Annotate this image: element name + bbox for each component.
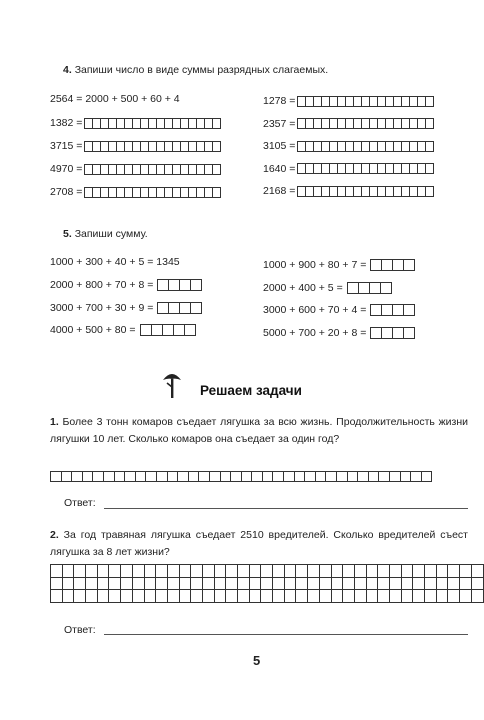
sum-row: [263, 282, 392, 294]
grid-cell[interactable]: [331, 565, 343, 578]
task4-example: 2564 = 2000 + 500 + 60 + 4: [50, 93, 180, 105]
task4-instruction: Запиши число в виде суммы разрядных слагаемых.: [74, 64, 329, 76]
problem2-solution-grid[interactable]: [50, 564, 484, 603]
grid-cell[interactable]: [389, 590, 401, 603]
answer-cells[interactable]: [297, 141, 434, 152]
grid-cell[interactable]: [226, 577, 238, 590]
grid-cell[interactable]: [389, 565, 401, 578]
grid-cell[interactable]: [144, 577, 156, 590]
grid-cell[interactable]: [144, 590, 156, 603]
tree-icon: [160, 370, 184, 400]
grid-cell[interactable]: [97, 577, 109, 590]
expansion-row: [50, 140, 221, 152]
grid-cell[interactable]: [202, 565, 214, 578]
grid-cell[interactable]: [97, 590, 109, 603]
grid-cell[interactable]: [238, 590, 250, 603]
grid-cell[interactable]: [156, 577, 168, 590]
grid-cell[interactable]: [167, 590, 179, 603]
grid-cell[interactable]: [401, 577, 413, 590]
grid-cell[interactable]: [191, 590, 203, 603]
grid-cell[interactable]: [471, 565, 483, 578]
grid-cell[interactable]: [51, 577, 63, 590]
answer-cell[interactable]: [403, 327, 415, 339]
grid-cell[interactable]: [401, 590, 413, 603]
grid-cell[interactable]: [179, 590, 191, 603]
grid-cell[interactable]: [238, 577, 250, 590]
grid-cell[interactable]: [191, 577, 203, 590]
answer-cells[interactable]: [297, 186, 434, 197]
grid-cell[interactable]: [261, 577, 273, 590]
sum-expression: 1000 + 900 + 80 + 7 =: [263, 259, 367, 271]
grid-cell[interactable]: [62, 577, 74, 590]
sum-row: [263, 327, 415, 339]
grid-cell[interactable]: [319, 577, 331, 590]
grid-cell[interactable]: [86, 590, 98, 603]
grid-cell[interactable]: [401, 565, 413, 578]
problem2-answer-line[interactable]: [104, 634, 468, 635]
expansion-row: [50, 117, 221, 129]
answer-cell[interactable]: [190, 302, 202, 314]
grid-cell[interactable]: [284, 577, 296, 590]
grid-cell[interactable]: [179, 577, 191, 590]
grid-cell[interactable]: [167, 565, 179, 578]
grid-cell[interactable]: [202, 577, 214, 590]
problem1-solution-strip[interactable]: [50, 471, 432, 482]
answer-cell[interactable]: [421, 471, 433, 482]
grid-cell[interactable]: [121, 565, 133, 578]
answer-cells[interactable]: [157, 302, 202, 314]
answer-cells[interactable]: [347, 282, 392, 294]
answer-cell[interactable]: [380, 282, 392, 294]
expansion-row: [263, 118, 434, 130]
problem2-body: За год травяная лягушка съедает 2510 вредителей. Сколько вредителей съест лягушка за 8 лет жизни?: [50, 529, 468, 558]
grid-cell[interactable]: [413, 577, 425, 590]
expansion-row: [263, 163, 434, 175]
grid-cell[interactable]: [460, 577, 472, 590]
task4-heading: [63, 64, 328, 77]
grid-cell[interactable]: [354, 565, 366, 578]
expansion-row: [263, 140, 434, 152]
grid-cell[interactable]: [144, 565, 156, 578]
expansion-number: 2708 =: [50, 186, 83, 198]
grid-cell[interactable]: [273, 590, 285, 603]
answer-cells[interactable]: [370, 304, 415, 316]
grid-cell[interactable]: [425, 590, 437, 603]
task5-example: 1000 + 300 + 40 + 5 = 1345: [50, 256, 180, 268]
grid-cell[interactable]: [51, 565, 63, 578]
grid-cell[interactable]: [460, 565, 472, 578]
section-title: Решаем задачи: [200, 383, 302, 398]
grid-cell[interactable]: [378, 590, 390, 603]
grid-cell[interactable]: [471, 590, 483, 603]
grid-cell[interactable]: [436, 577, 448, 590]
grid-cell[interactable]: [366, 590, 378, 603]
grid-cell[interactable]: [366, 577, 378, 590]
expansion-number: 2168 =: [263, 185, 296, 197]
grid-cell[interactable]: [156, 590, 168, 603]
problem1-text: [50, 414, 468, 448]
grid-cell[interactable]: [448, 577, 460, 590]
answer-cells[interactable]: [370, 259, 415, 271]
grid-cell[interactable]: [343, 590, 355, 603]
sum-expression: 2000 + 400 + 5 =: [263, 281, 343, 294]
answer-cell[interactable]: [425, 163, 434, 174]
grid-cell[interactable]: [86, 577, 98, 590]
grid-cell[interactable]: [343, 565, 355, 578]
grid-cell[interactable]: [62, 565, 74, 578]
page-number: 5: [253, 653, 261, 668]
grid-cell[interactable]: [74, 590, 86, 603]
expansion-number: 2357 =: [263, 117, 296, 130]
grid-cell[interactable]: [413, 590, 425, 603]
sum-row: [50, 302, 202, 314]
problem1-answer-label: Ответ:: [64, 497, 96, 509]
problem1-number: 1.: [50, 416, 59, 428]
answer-cell[interactable]: [212, 164, 221, 175]
grid-cell[interactable]: [62, 590, 74, 603]
grid-cell[interactable]: [273, 577, 285, 590]
answer-cell[interactable]: [425, 118, 434, 129]
answer-cell[interactable]: [184, 324, 196, 336]
grid-cell[interactable]: [319, 565, 331, 578]
sum-expression: 3000 + 700 + 30 + 9 =: [50, 301, 154, 314]
grid-cell[interactable]: [378, 577, 390, 590]
grid-cell[interactable]: [74, 577, 86, 590]
problem2-text: [50, 527, 468, 561]
expansion-row: [50, 163, 221, 175]
grid-cell[interactable]: [308, 565, 320, 578]
sum-expression: 3000 + 600 + 70 + 4 =: [263, 304, 367, 316]
answer-cell[interactable]: [212, 187, 221, 198]
grid-cell[interactable]: [389, 577, 401, 590]
sum-expression: 2000 + 800 + 70 + 8 =: [50, 279, 154, 291]
grid-cell[interactable]: [273, 565, 285, 578]
grid-cell[interactable]: [354, 590, 366, 603]
grid-cell[interactable]: [308, 577, 320, 590]
grid-cell[interactable]: [214, 590, 226, 603]
grid-cell[interactable]: [109, 590, 121, 603]
expansion-number: 3715 =: [50, 140, 83, 152]
grid-cell[interactable]: [354, 577, 366, 590]
expansion-number: 1382 =: [50, 117, 83, 129]
grid-cell[interactable]: [308, 590, 320, 603]
sum-row: [50, 279, 202, 291]
answer-cell[interactable]: [425, 186, 434, 197]
grid-cell[interactable]: [226, 590, 238, 603]
expansion-number: 4970 =: [50, 163, 83, 175]
grid-cell[interactable]: [179, 565, 191, 578]
grid-cell[interactable]: [296, 577, 308, 590]
grid-cell[interactable]: [413, 565, 425, 578]
grid-cell[interactable]: [331, 577, 343, 590]
grid-cell[interactable]: [121, 590, 133, 603]
grid-cell[interactable]: [460, 590, 472, 603]
grid-cell[interactable]: [436, 565, 448, 578]
answer-cells[interactable]: [370, 327, 415, 339]
answer-cell[interactable]: [425, 96, 434, 107]
grid-cell[interactable]: [191, 565, 203, 578]
answer-cells[interactable]: [84, 164, 221, 175]
grid-cell[interactable]: [109, 565, 121, 578]
grid-cell[interactable]: [214, 565, 226, 578]
grid-cell[interactable]: [436, 590, 448, 603]
grid-cell[interactable]: [366, 565, 378, 578]
grid-cell[interactable]: [109, 577, 121, 590]
answer-cells[interactable]: [297, 163, 434, 174]
grid-cell[interactable]: [425, 577, 437, 590]
sum-row: [263, 259, 415, 271]
sum-expression: 4000 + 500 + 80 =: [50, 324, 136, 336]
grid-cell[interactable]: [86, 565, 98, 578]
answer-cell[interactable]: [403, 304, 415, 316]
grid-cell[interactable]: [132, 590, 144, 603]
grid-cell[interactable]: [448, 590, 460, 603]
problem2-number: 2.: [50, 529, 59, 541]
expansion-row: [50, 186, 221, 198]
sum-row: [50, 324, 196, 336]
sum-expression: 5000 + 700 + 20 + 8 =: [263, 326, 367, 339]
expansion-row: [263, 95, 434, 107]
grid-cell[interactable]: [261, 565, 273, 578]
answer-cell[interactable]: [190, 279, 202, 291]
answer-cells[interactable]: [157, 279, 202, 291]
grid-cell[interactable]: [249, 577, 261, 590]
grid-cell[interactable]: [319, 590, 331, 603]
grid-cell[interactable]: [214, 577, 226, 590]
answer-cells[interactable]: [84, 187, 221, 198]
answer-cells[interactable]: [297, 96, 434, 107]
grid-cell[interactable]: [74, 565, 86, 578]
grid-cell[interactable]: [448, 565, 460, 578]
grid-cell[interactable]: [296, 590, 308, 603]
grid-cell[interactable]: [132, 565, 144, 578]
task5-instruction: Запиши сумму.: [74, 228, 148, 240]
problem1-body: Более 3 тонн комаров съедает лягушка за всю жизнь. Продолжительность жизни лягушки 10 лет. Сколько комаров она съедает за один год?: [50, 416, 468, 445]
grid-cell[interactable]: [261, 590, 273, 603]
problem2-answer-label: Ответ:: [64, 624, 96, 636]
grid-cell[interactable]: [226, 565, 238, 578]
answer-cell[interactable]: [212, 141, 221, 152]
grid-cell[interactable]: [249, 590, 261, 603]
task5-number: 5.: [63, 228, 72, 240]
grid-cell[interactable]: [331, 590, 343, 603]
answer-cell[interactable]: [212, 118, 221, 129]
grid-cell[interactable]: [296, 565, 308, 578]
expansion-row: [263, 185, 434, 197]
grid-cell[interactable]: [343, 577, 355, 590]
answer-cells[interactable]: [50, 471, 432, 482]
grid-cell[interactable]: [249, 565, 261, 578]
answer-cells[interactable]: [84, 118, 221, 129]
expansion-number: 3105 =: [263, 140, 296, 152]
answer-cell[interactable]: [425, 141, 434, 152]
answer-cells[interactable]: [140, 324, 196, 336]
grid-cell[interactable]: [132, 577, 144, 590]
expansion-number: 1640 =: [263, 162, 296, 175]
grid-cell[interactable]: [238, 565, 250, 578]
problem1-answer-line[interactable]: [104, 508, 468, 509]
grid-cell[interactable]: [167, 577, 179, 590]
grid-cell[interactable]: [156, 565, 168, 578]
answer-cell[interactable]: [403, 259, 415, 271]
grid-cell[interactable]: [202, 590, 214, 603]
grid-cell[interactable]: [425, 565, 437, 578]
grid-cell[interactable]: [378, 565, 390, 578]
grid-cell[interactable]: [121, 577, 133, 590]
grid-cell[interactable]: [471, 577, 483, 590]
task5-heading: [63, 228, 148, 241]
grid-cell[interactable]: [284, 565, 296, 578]
grid-cell[interactable]: [97, 565, 109, 578]
answer-cells[interactable]: [297, 118, 434, 129]
answer-cells[interactable]: [84, 141, 221, 152]
grid-cell[interactable]: [284, 590, 296, 603]
sum-row: [263, 304, 415, 316]
expansion-number: 1278 =: [263, 95, 296, 107]
grid-cell[interactable]: [51, 590, 63, 603]
task4-number: 4.: [63, 64, 72, 76]
